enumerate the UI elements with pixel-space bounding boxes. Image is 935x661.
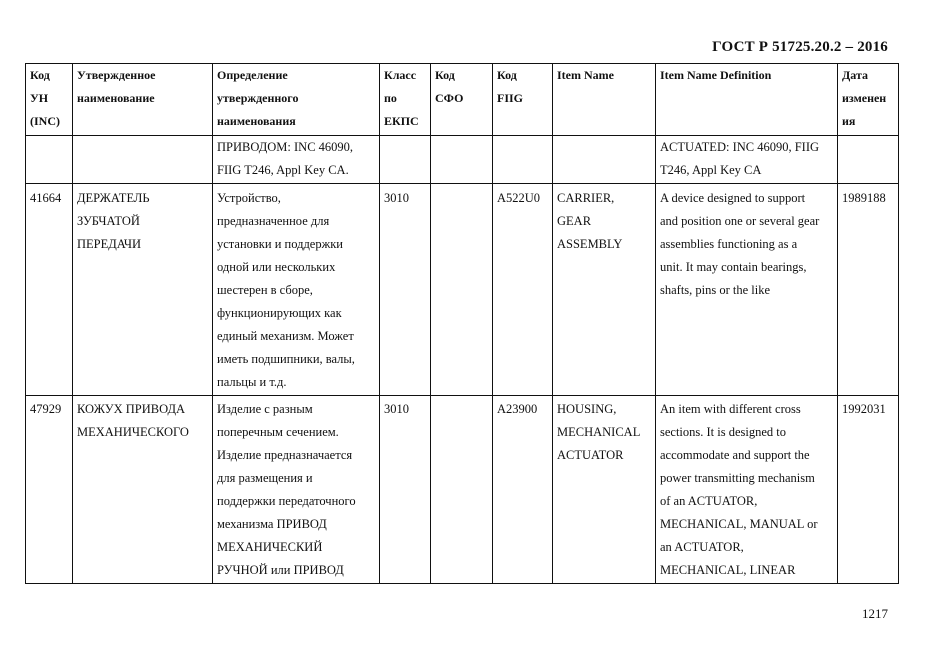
cell-inc-code: [26, 136, 73, 184]
cell-item-name: CARRIER, GEAR ASSEMBLY: [553, 184, 656, 396]
cell-item-name: HOUSING, MECHANICAL ACTUATOR: [553, 396, 656, 584]
cell-inc-code: 47929: [26, 396, 73, 584]
cell-approved-name: КОЖУХ ПРИВОДА МЕХАНИЧЕСКОГО: [73, 396, 213, 584]
cell-sfo-code: [431, 396, 493, 584]
cell-ekps-class: 3010: [380, 396, 431, 584]
cell-ekps-class: [380, 136, 431, 184]
column-header-ekps-class: Класс по ЕКПС: [380, 64, 431, 136]
cell-approved-name: ДЕРЖАТЕЛЬ ЗУБЧАТОЙ ПЕРЕДАЧИ: [73, 184, 213, 396]
table-header-row: [26, 64, 899, 136]
cell-fiig-code: A23900: [493, 396, 553, 584]
cell-ekps-class: 3010: [380, 184, 431, 396]
cell-fiig-code: A522U0: [493, 184, 553, 396]
column-header-inc-code: Код УН (INC): [26, 64, 73, 136]
column-header-item-name-definition: Item Name Definition: [656, 64, 838, 136]
cell-item-name-definition: A device designed to support and position one or several gear assemblies functioning as a unit. It may contain bearings, shafts, pins or the like: [656, 184, 838, 396]
column-header-change-date: Дата изменен ия: [838, 64, 899, 136]
column-header-sfo-code: Код СФО: [431, 64, 493, 136]
cell-item-name-definition: ACTUATED: INC 46090, FIIG T246, Appl Key CA: [656, 136, 838, 184]
column-header-fiig-code: Код FIIG: [493, 64, 553, 136]
cell-item-name: [553, 136, 656, 184]
cell-fiig-code: [493, 136, 553, 184]
cell-sfo-code: [431, 136, 493, 184]
document-standard-title: ГОСТ Р 51725.20.2 – 2016: [712, 39, 888, 55]
table-row: [26, 136, 899, 184]
cell-inc-code: 41664: [26, 184, 73, 396]
item-name-table: [25, 63, 899, 584]
cell-approved-name: [73, 136, 213, 184]
cell-sfo-code: [431, 184, 493, 396]
cell-definition: Устройство, предназначенное для установки и поддержки одной или нескольких шестерен в сборе, функционирующих как единый механизм. Может иметь подшипники, валы, пальцы и т.д.: [213, 184, 380, 396]
cell-definition: ПРИВОДОМ: INC 46090, FIIG T246, Appl Key CA.: [213, 136, 380, 184]
column-header-item-name: Item Name: [553, 64, 656, 136]
table-row: [26, 184, 899, 396]
cell-change-date: 1989188: [838, 184, 899, 396]
cell-change-date: 1992031: [838, 396, 899, 584]
column-header-definition: Определение утвержденного наименования: [213, 64, 380, 136]
page-number: 1217: [862, 606, 888, 621]
cell-item-name-definition: An item with different cross sections. It is designed to accommodate and support the power transmitting mechanism of an ACTUATOR, MECHANICAL, MANUAL or an ACTUATOR, MECHANICAL, LINEAR: [656, 396, 838, 584]
cell-definition: Изделие с разным поперечным сечением. Изделие предназначается для размещения и поддержки передаточного механизма ПРИВОД МЕХАНИЧЕСКИЙ РУЧНОЙ или ПРИВОД: [213, 396, 380, 584]
cell-change-date: [838, 136, 899, 184]
column-header-approved-name: Утвержденное наименование: [73, 64, 213, 136]
table-row: [26, 396, 899, 584]
